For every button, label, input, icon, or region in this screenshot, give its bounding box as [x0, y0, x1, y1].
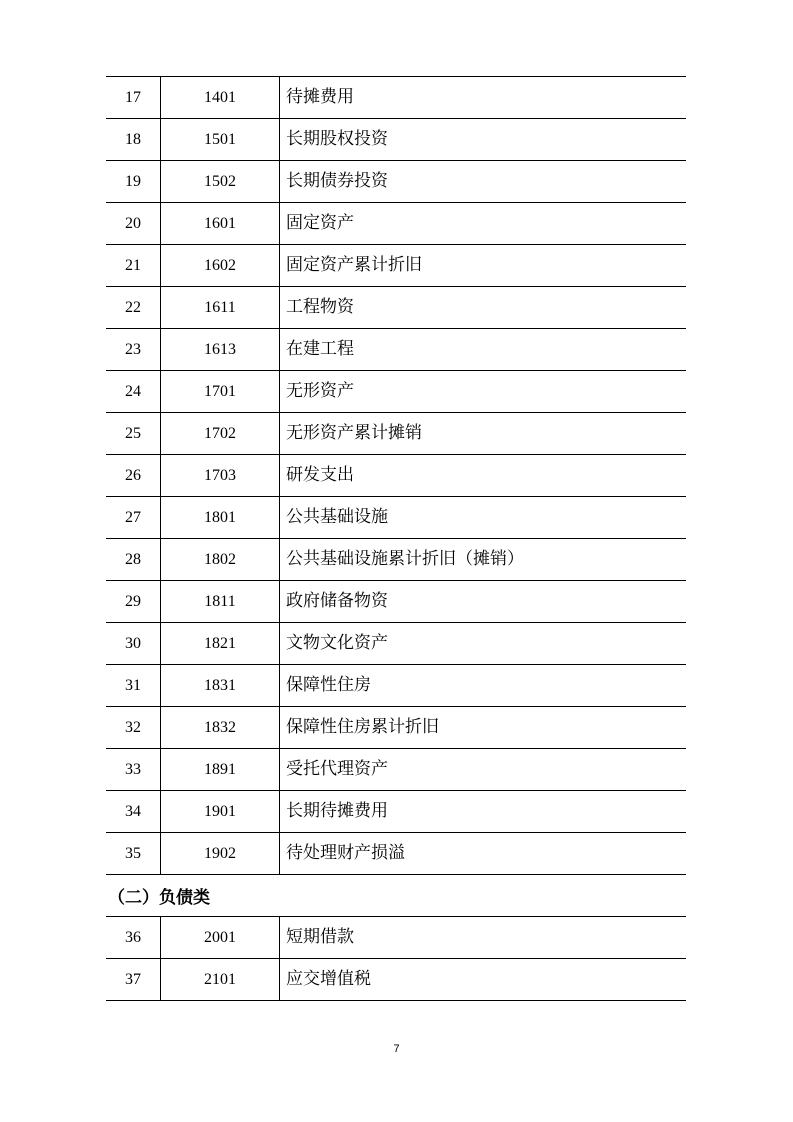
account-name-cell: 受托代理资产	[286, 759, 388, 779]
account-name-cell: 长期债券投资	[286, 171, 388, 191]
table-row	[106, 707, 686, 749]
row-index-cell: 37	[106, 959, 161, 1000]
account-code-cell: 1811	[161, 581, 280, 622]
row-index-cell: 34	[106, 791, 161, 832]
section-heading-liabilities: （二）负债类	[106, 875, 686, 917]
table-row	[106, 959, 686, 1001]
row-index-cell: 33	[106, 749, 161, 790]
account-name-cell: 政府储备物资	[286, 591, 388, 611]
table-row	[106, 413, 686, 455]
table-row	[106, 791, 686, 833]
account-name-cell: 固定资产	[286, 213, 354, 233]
account-code-cell: 1891	[161, 749, 280, 790]
account-name-cell: 固定资产累计折旧	[286, 255, 422, 275]
row-index-cell: 31	[106, 665, 161, 706]
account-code-cell: 1611	[161, 287, 280, 328]
table-row	[106, 287, 686, 329]
row-index-cell: 23	[106, 329, 161, 370]
account-name-cell: 无形资产累计摊销	[286, 423, 422, 443]
row-index-cell: 25	[106, 413, 161, 454]
table-row	[106, 581, 686, 623]
account-name-cell: 工程物资	[286, 297, 354, 317]
table-row	[106, 917, 686, 959]
row-index-cell: 30	[106, 623, 161, 664]
account-name-cell: 应交增值税	[286, 969, 371, 989]
account-code-cell: 1401	[161, 77, 280, 118]
account-name-cell: 待处理财产损溢	[286, 843, 405, 863]
table-row	[106, 77, 686, 119]
asset-rows	[106, 77, 686, 875]
account-name-cell: 研发支出	[286, 465, 354, 485]
table-row	[106, 833, 686, 875]
account-code-cell: 1901	[161, 791, 280, 832]
liability-rows	[106, 917, 686, 1001]
account-name-cell: 长期股权投资	[286, 129, 388, 149]
row-index-cell: 26	[106, 455, 161, 496]
account-name-cell: 公共基础设施	[286, 507, 388, 527]
account-code-cell: 1832	[161, 707, 280, 748]
row-index-cell: 32	[106, 707, 161, 748]
account-name-cell: 保障性住房	[286, 675, 371, 695]
account-name-cell: 文物文化资产	[286, 633, 388, 653]
account-code-cell: 1613	[161, 329, 280, 370]
account-code-cell: 1601	[161, 203, 280, 244]
account-name-cell: 在建工程	[286, 339, 354, 359]
account-name-cell: 长期待摊费用	[286, 801, 388, 821]
account-code-cell: 1821	[161, 623, 280, 664]
account-code-cell: 1802	[161, 539, 280, 580]
row-index-cell: 21	[106, 245, 161, 286]
account-name-cell: 保障性住房累计折旧	[286, 717, 439, 737]
row-index-cell: 18	[106, 119, 161, 160]
row-index-cell: 35	[106, 833, 161, 874]
table-row	[106, 329, 686, 371]
table-row	[106, 371, 686, 413]
table-row	[106, 245, 686, 287]
table-row	[106, 203, 686, 245]
account-code-cell: 2001	[161, 917, 280, 958]
table-row	[106, 665, 686, 707]
account-code-cell: 1502	[161, 161, 280, 202]
account-code-cell: 1831	[161, 665, 280, 706]
account-name-cell: 无形资产	[286, 381, 354, 401]
table-row	[106, 497, 686, 539]
table-row	[106, 539, 686, 581]
account-code-cell: 1902	[161, 833, 280, 874]
account-code-cell: 1701	[161, 371, 280, 412]
account-code-cell: 1703	[161, 455, 280, 496]
row-index-cell: 28	[106, 539, 161, 580]
table-row	[106, 455, 686, 497]
row-index-cell: 27	[106, 497, 161, 538]
account-code-cell: 1602	[161, 245, 280, 286]
row-index-cell: 17	[106, 77, 161, 118]
table-row	[106, 161, 686, 203]
row-index-cell: 20	[106, 203, 161, 244]
account-code-cell: 1501	[161, 119, 280, 160]
table-row	[106, 119, 686, 161]
row-index-cell: 22	[106, 287, 161, 328]
accounts-table-page	[106, 76, 686, 1001]
row-index-cell: 24	[106, 371, 161, 412]
accounts-table	[106, 76, 686, 1001]
account-name-cell: 待摊费用	[286, 87, 354, 107]
account-code-cell: 2101	[161, 959, 280, 1000]
account-code-cell: 1702	[161, 413, 280, 454]
row-index-cell: 19	[106, 161, 161, 202]
row-index-cell: 36	[106, 917, 161, 958]
table-row	[106, 749, 686, 791]
account-name-cell: 短期借款	[286, 927, 354, 947]
table-row	[106, 623, 686, 665]
page-number: 7	[393, 1043, 400, 1055]
account-code-cell: 1801	[161, 497, 280, 538]
row-index-cell: 29	[106, 581, 161, 622]
account-name-cell: 公共基础设施累计折旧（摊销）	[286, 549, 524, 569]
